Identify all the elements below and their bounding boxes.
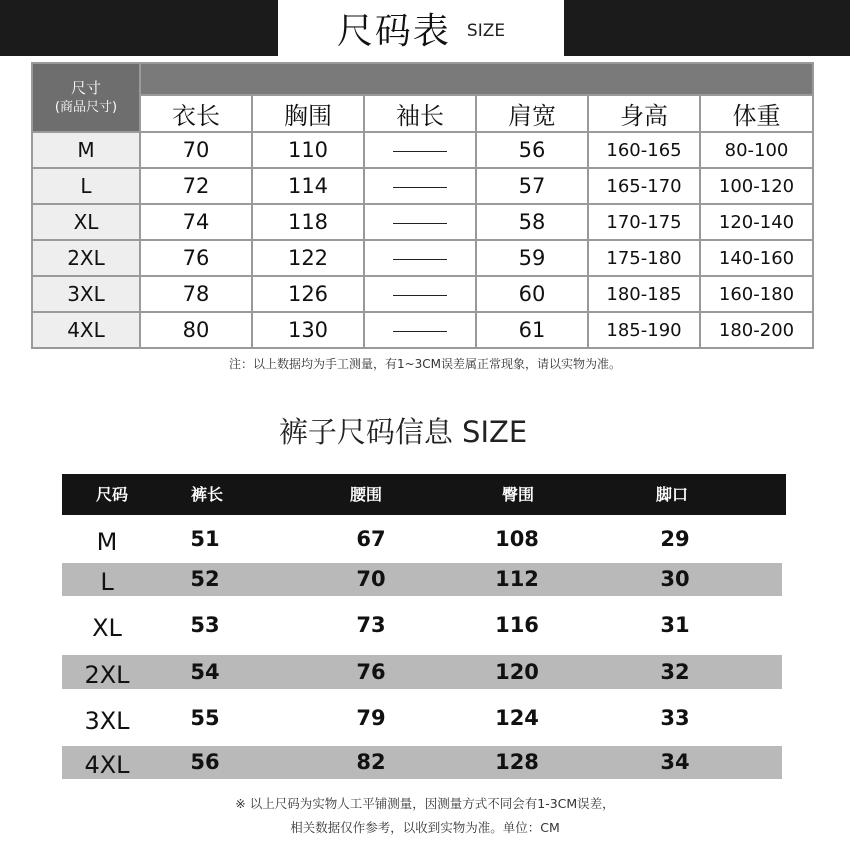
row-size: 3XL [32,276,140,312]
pants-table-row [62,699,782,737]
cell-sleeve [364,168,476,204]
pants-note-line-1: ※ 以上尺码为实物人工平铺测量，因测量方式不同会有1-3CM误差， [235,796,615,811]
cell-shoulder: 59 [476,240,588,276]
cell-shoulder: 58 [476,204,588,240]
top-table-row [32,168,813,204]
pants-cell-length: 55 [190,706,220,730]
pants-cell-hip: 112 [495,567,539,591]
pants-cell-length: 53 [190,613,220,637]
band-fill [140,63,813,95]
corner-label-size: 尺寸 [70,78,101,97]
sleeve-dash [393,331,447,332]
cell-length: 80 [140,312,252,348]
cell-weight: 80-100 [700,132,813,168]
cell-weight: 140-160 [700,240,813,276]
cell-chest: 114 [252,168,364,204]
cell-sleeve [364,312,476,348]
header-bar [0,0,850,56]
col-header-length: 衣长 [140,95,252,132]
pants-col-hem: 脚口 [655,485,689,504]
cell-sleeve [364,240,476,276]
row-size: 4XL [32,312,140,348]
pants-cell-hem: 31 [660,613,690,637]
sleeve-dash [393,151,447,152]
col-header-weight: 体重 [700,95,813,132]
sleeve-dash [393,223,447,224]
pants-cell-length: 52 [190,567,220,591]
cell-shoulder: 57 [476,168,588,204]
pants-cell-size: XL [92,614,122,642]
pants-cell-hip: 120 [495,660,539,684]
cell-weight: 120-140 [700,204,813,240]
sleeve-dash [393,187,447,188]
row-size: 2XL [32,240,140,276]
cell-chest: 118 [252,204,364,240]
pants-cell-waist: 79 [356,706,386,730]
page-subtitle: SIZE [466,21,506,41]
page-title: 尺码表 [336,10,451,52]
top-table-row [32,132,813,168]
top-table-body [32,132,813,348]
corner-label-product-size: (商品尺寸) [54,99,118,115]
cell-length: 78 [140,276,252,312]
cell-chest: 126 [252,276,364,312]
pants-cell-length: 54 [190,660,220,684]
col-header-sleeve: 袖长 [364,95,476,132]
top-table-header-row [32,95,813,132]
pants-col-length: 裤长 [190,485,224,504]
cell-chest: 110 [252,132,364,168]
cell-length: 76 [140,240,252,276]
pants-cell-waist: 67 [356,527,386,551]
pants-section-title: 裤子尺码信息 SIZE [278,415,528,449]
cell-chest: 130 [252,312,364,348]
cell-height: 180-185 [588,276,700,312]
pants-cell-size: M [96,528,118,556]
cell-sleeve [364,276,476,312]
pants-cell-waist: 70 [356,567,386,591]
pants-cell-size: 2XL [84,661,130,689]
pants-col-waist: 腰围 [349,485,383,504]
pants-table-row [62,520,782,558]
pants-table-row [62,746,782,779]
cell-weight: 160-180 [700,276,813,312]
top-table-band [32,63,813,95]
pants-cell-length: 56 [190,750,220,774]
col-header-height: 身高 [588,95,700,132]
cell-height: 160-165 [588,132,700,168]
cell-length: 70 [140,132,252,168]
pants-cell-hem: 29 [660,527,690,551]
sleeve-dash [393,295,447,296]
cell-sleeve [364,132,476,168]
cell-length: 74 [140,204,252,240]
cell-sleeve [364,204,476,240]
pants-col-hip: 臀围 [501,485,535,504]
top-table-row [32,204,813,240]
top-table-row [32,312,813,348]
pants-cell-hip: 124 [495,706,539,730]
header-title-box [278,0,564,56]
pants-cell-size: 3XL [84,707,130,735]
pants-cell-size: 4XL [84,751,130,779]
cell-weight: 180-200 [700,312,813,348]
pants-cell-hem: 34 [660,750,690,774]
top-table-row [32,240,813,276]
pants-note-line-2: 相关数据仅作参考，以收到实物为准。单位：CM [290,820,560,835]
cell-shoulder: 56 [476,132,588,168]
cell-weight: 100-120 [700,168,813,204]
row-size: L [32,168,140,204]
pants-cell-hip: 128 [495,750,539,774]
cell-height: 165-170 [588,168,700,204]
col-header-shoulder: 肩宽 [476,95,588,132]
pants-table-header [62,474,786,515]
row-size: XL [32,204,140,240]
pants-cell-length: 51 [190,527,220,551]
sleeve-dash [393,259,447,260]
cell-length: 72 [140,168,252,204]
pants-cell-size: L [100,568,114,596]
pants-cell-hem: 30 [660,567,690,591]
cell-chest: 122 [252,240,364,276]
top-table-note: 注：以上数据均为手工测量，有1~3CM误差属正常现象，请以实物为准。 [228,357,622,371]
pants-cell-waist: 73 [356,613,386,637]
cell-height: 175-180 [588,240,700,276]
pants-col-size: 尺码 [95,485,129,504]
pants-table-row [62,655,782,689]
cell-shoulder: 61 [476,312,588,348]
pants-cell-hem: 32 [660,660,690,684]
pants-cell-hem: 33 [660,706,690,730]
top-size-table [31,62,814,349]
top-table-row [32,276,813,312]
col-header-chest: 胸围 [252,95,364,132]
pants-cell-hip: 108 [495,527,539,551]
pants-cell-waist: 82 [356,750,386,774]
pants-cell-waist: 76 [356,660,386,684]
row-size: M [32,132,140,168]
pants-table-row [62,606,782,644]
corner-cell [32,63,140,132]
pants-table-row [62,563,782,596]
cell-shoulder: 60 [476,276,588,312]
cell-height: 185-190 [588,312,700,348]
pants-cell-hip: 116 [495,613,539,637]
cell-height: 170-175 [588,204,700,240]
